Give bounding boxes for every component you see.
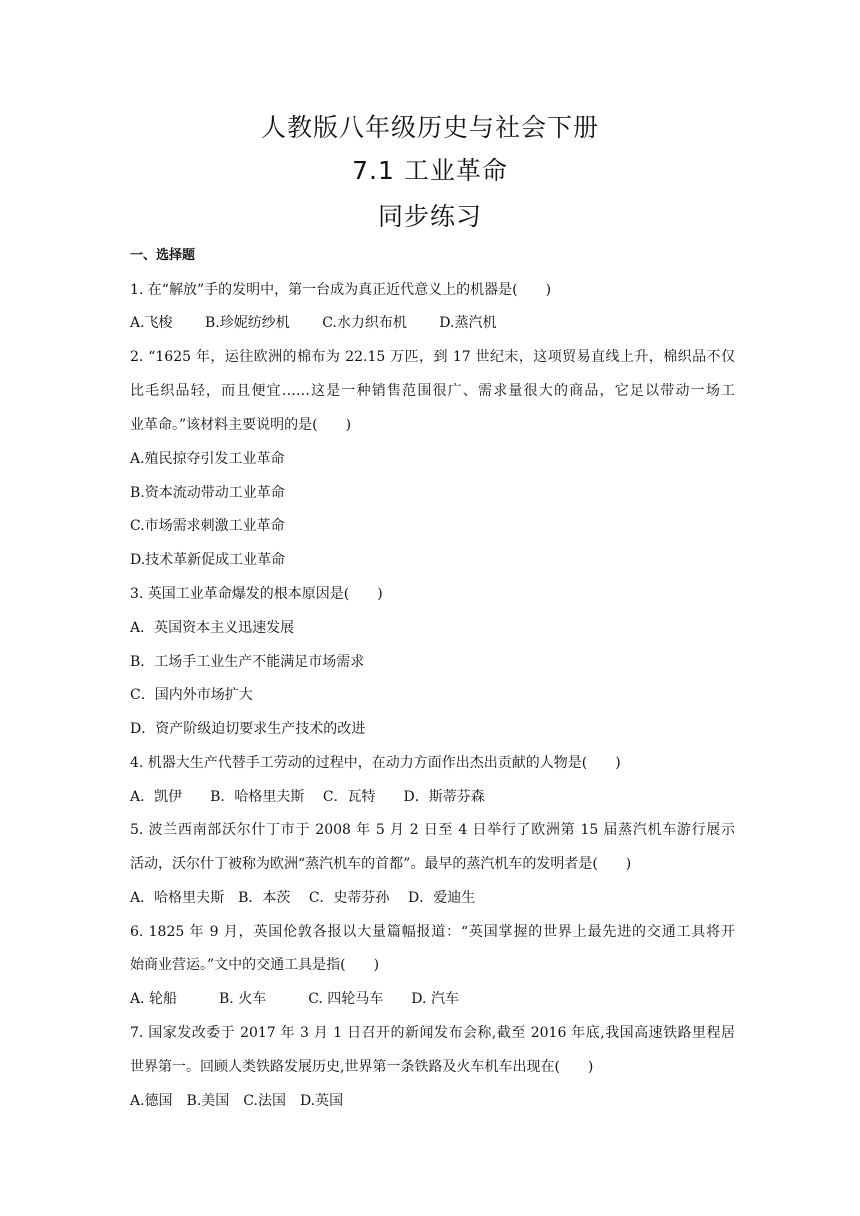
question-3-option-c: C．国内外市场扩大: [130, 687, 253, 703]
question-1-options: A.飞梭 B.珍妮纺纱机 C.水力织布机 D.蒸汽机: [130, 315, 497, 331]
question-2-option-c: C.市场需求刺激工业革命: [130, 518, 285, 534]
question-3-option-a: A．英国资本主义迅速发展: [130, 620, 295, 636]
lesson-title: 7.1 工业革命: [352, 156, 508, 185]
question-3-option-b: B．工场手工业生产不能满足市场需求: [130, 654, 365, 670]
question-2-option-d: D.技术革新促成工业革命: [130, 552, 286, 568]
question-1-stem: 1. 在“解放”手的发明中，第一台成为真正近代意义上的机器是( ): [130, 282, 552, 298]
question-2-stem-line-2: 比毛织品轻，而且便宜……这是一种销售范围很广、需求量很大的商品，它足以带动一场工: [130, 383, 735, 399]
question-4-stem: 4. 机器大生产代替手工劳动的过程中，在动力方面作出杰出贡献的人物是( ): [130, 755, 621, 771]
question-6-stem-line-1: 6. 1825 年 9 月，英国伦敦各报以大量篇幅报道：“英国掌握的世界上最先进的交通工具将开: [130, 924, 735, 940]
question-4-options: A．凯伊 B．哈格里夫斯 C．瓦特 D．斯蒂芬森: [130, 789, 485, 805]
document-title: 人教版八年级历史与社会下册: [260, 113, 599, 142]
question-7-options: A.德国 B.美国 C.法国 D.英国: [130, 1093, 344, 1109]
question-5-options: A．哈格里夫斯 B．本茨 C．史蒂芬孙 D．爱迪生: [130, 890, 476, 906]
question-2-option-a: A.殖民掠夺引发工业革命: [130, 451, 285, 467]
question-3-option-d: D．资产阶级迫切要求生产技术的改进: [130, 721, 366, 737]
question-5-stem-line-1: 5. 波兰西南部沃尔什丁市于 2008 年 5 月 2 日至 4 日举行了欧洲第 15 届蒸汽机车游行展示: [130, 822, 735, 838]
question-2-stem-line-1: 2. “1625 年，运往欧洲的棉布为 22.15 万匹，到 17 世纪末，这项贸易直线上升，棉织品不仅: [130, 349, 735, 365]
section-heading: 一、选择题: [130, 248, 196, 263]
question-3-stem: 3. 英国工业革命爆发的根本原因是( ): [130, 586, 383, 602]
question-6-stem-line-2: 始商业营运。”文中的交通工具是指( ): [130, 957, 380, 973]
question-5-stem-line-2: 活动，沃尔什丁被称为欧洲“蒸汽机车的首都”。最早的蒸汽机车的发明者是( ): [130, 856, 632, 872]
question-7-stem-line-2: 世界第一。回顾人类铁路发展历史,世界第一条铁路及火车机车出现在( ): [130, 1059, 594, 1075]
question-7-stem-line-1: 7. 国家发改委于 2017 年 3 月 1 日召开的新闻发布会称,截至 2016 年底,我国高速铁路里程居: [130, 1025, 735, 1041]
question-2-option-b: B.资本流动带动工业革命: [130, 485, 285, 501]
question-6-options: A. 轮船 B. 火车 C. 四轮马车 D. 汽车: [130, 991, 459, 1007]
document-subtitle: 同步练习: [377, 202, 482, 231]
question-2-stem-line-3: 业革命。”该材料主要说明的是( ): [130, 417, 352, 433]
